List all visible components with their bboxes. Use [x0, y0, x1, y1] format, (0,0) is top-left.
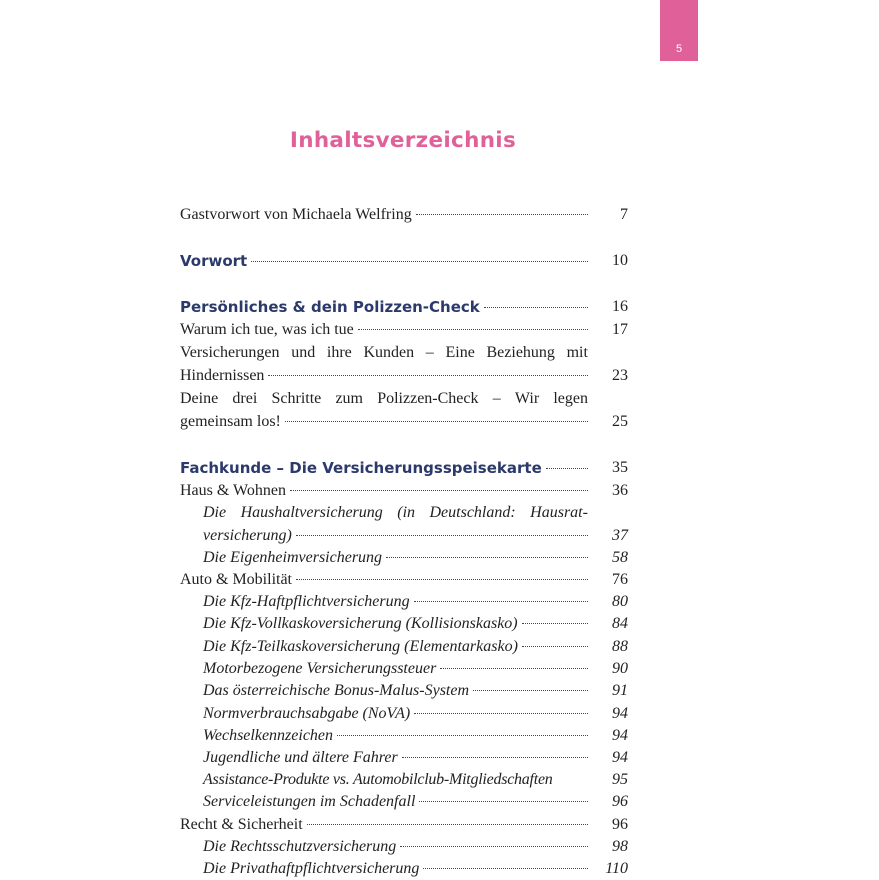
- toc-entry-nova[interactable]: [203, 703, 628, 725]
- toc-entry-label: Jugendliche und ältere Fahrer: [203, 749, 398, 766]
- toc-entry-label: Auto & Mobilität: [180, 571, 292, 588]
- toc-page-number: 84: [612, 615, 628, 632]
- toc-chapter-vorwort[interactable]: [180, 250, 628, 272]
- word: und: [291, 344, 316, 361]
- toc-page-number: 110: [605, 860, 628, 877]
- word: mit: [566, 344, 588, 361]
- toc-page-number: 25: [612, 413, 628, 430]
- toc-page-number: 90: [612, 660, 628, 677]
- toc-page-number: 23: [612, 367, 628, 384]
- toc-page-number: 96: [612, 793, 628, 810]
- word: drei: [232, 390, 258, 407]
- toc-page-number: 88: [612, 638, 628, 655]
- word: Kunden: [363, 344, 415, 361]
- toc-page-number: 94: [612, 749, 628, 766]
- toc-entry-label: versicherung): [203, 527, 292, 544]
- toc-entry-label: Serviceleistungen im Schadenfall: [203, 793, 416, 810]
- word: Deutschland:: [429, 504, 516, 521]
- word: (in: [397, 504, 416, 521]
- toc-entry-kfz-teil[interactable]: [203, 636, 628, 658]
- toc-page-number: 76: [612, 571, 628, 588]
- toc-entry-gastvorwort[interactable]: [180, 204, 628, 226]
- word: Die: [203, 504, 227, 521]
- word: legen: [553, 390, 588, 407]
- toc-entry-assistance[interactable]: [203, 769, 628, 791]
- toc-page-number: 36: [612, 482, 628, 499]
- dot-leader: [546, 468, 588, 469]
- toc-entry-label: Die Kfz-Vollkaskoversicherung (Kollisionskasko): [203, 615, 518, 632]
- word: Schritte: [271, 390, 322, 407]
- toc-entry-label: Wechselkennzeichen: [203, 727, 334, 744]
- dot-leader: [414, 601, 588, 602]
- dot-leader: [285, 421, 588, 422]
- page-number: 5: [675, 43, 683, 55]
- word: Polizzen-Check: [377, 390, 479, 407]
- toc-entry-haus[interactable]: [180, 480, 628, 502]
- toc-page-number: 16: [612, 298, 628, 315]
- toc-entry-label: Recht & Sicherheit: [180, 816, 303, 833]
- toc-entry-service[interactable]: [203, 791, 628, 813]
- toc-page-number: 91: [612, 682, 628, 699]
- word: Deine: [180, 390, 219, 407]
- dot-leader: [251, 261, 588, 262]
- word: Wir: [514, 390, 540, 407]
- dot-leader: [522, 623, 588, 624]
- toc-entry-kfz-voll[interactable]: [203, 613, 628, 635]
- toc-entry-haushalt-line2[interactable]: [203, 525, 628, 547]
- dot-leader: [337, 735, 588, 736]
- toc-chapter-persoenliches[interactable]: [180, 296, 628, 318]
- dot-leader: [296, 579, 588, 580]
- dot-leader: [423, 868, 588, 869]
- page-number-tab: [660, 0, 698, 61]
- toc-entry-kfz-haft[interactable]: [203, 591, 628, 613]
- toc-entry-haushalt-line1[interactable]: [203, 502, 588, 524]
- toc-entry-wechsel[interactable]: [203, 725, 628, 747]
- toc-entry-fahrer[interactable]: [203, 747, 628, 769]
- toc-page-number: 37: [612, 527, 628, 544]
- toc-entry-drei-line2[interactable]: [180, 411, 628, 433]
- toc-entry-eigenheim[interactable]: [203, 547, 628, 569]
- toc-page-number: 7: [620, 206, 628, 223]
- dot-leader: [440, 668, 588, 669]
- toc-entry-label: Warum ich tue, was ich tue: [180, 321, 354, 338]
- toc-page-number: 10: [612, 252, 628, 269]
- toc-entry-label: Haus & Wohnen: [180, 482, 286, 499]
- toc-entry-warum[interactable]: [180, 319, 628, 341]
- toc-chapter-label: Persönliches & dein Polizzen-Check: [180, 298, 480, 316]
- dot-leader: [402, 757, 588, 758]
- page-title: Inhaltsverzeichnis: [289, 128, 517, 153]
- dot-leader: [484, 307, 588, 308]
- dot-leader: [386, 557, 588, 558]
- toc-page-number: 17: [612, 321, 628, 338]
- toc-entry-versicherungen-line2[interactable]: [180, 365, 628, 387]
- toc-entry-label: Die Eigenheimversicherung: [203, 549, 383, 566]
- dot-leader: [473, 690, 588, 691]
- toc-entry-label: Die Kfz-Teilkaskoversicherung (Elementarkasko): [203, 638, 518, 655]
- toc-entry-versicherungen-line1[interactable]: [180, 342, 588, 364]
- dot-leader: [296, 535, 588, 536]
- toc-page-number: 96: [612, 816, 628, 833]
- dot-leader: [416, 214, 588, 215]
- word: zum: [335, 390, 363, 407]
- toc-entry-label: Gastvorwort von Michaela Welfring: [180, 206, 412, 223]
- dot-leader: [522, 646, 588, 647]
- word: Haushaltversicherung: [240, 504, 383, 521]
- dot-leader: [358, 329, 588, 330]
- toc-entry-label: Die Rechtsschutzversicherung: [203, 838, 397, 855]
- dot-leader: [268, 375, 588, 376]
- toc-entry-label: Die Kfz-Haftpflichtversicherung: [203, 593, 410, 610]
- toc-page-number: 58: [612, 549, 628, 566]
- toc-entry-rechtsschutz[interactable]: [203, 836, 628, 858]
- dot-leader: [414, 713, 588, 714]
- toc-page-number: 80: [612, 593, 628, 610]
- word: Versicherungen: [180, 344, 280, 361]
- toc-chapter-label: Vorwort: [180, 252, 248, 270]
- toc-entry-label: Motorbezogene Versicherungssteuer: [203, 660, 437, 677]
- toc-entry-label: gemeinsam los!: [180, 413, 281, 430]
- word: Eine: [445, 344, 475, 361]
- toc-entry-motorsteuer[interactable]: [203, 658, 628, 680]
- toc-page-number: 35: [612, 459, 628, 476]
- word: Beziehung: [486, 344, 555, 361]
- dot-leader: [400, 846, 588, 847]
- dot-leader: [419, 801, 588, 802]
- toc-entry-label: Hindernissen: [180, 367, 265, 384]
- word: ihre: [326, 344, 352, 361]
- toc-chapter-fachkunde[interactable]: [180, 457, 628, 479]
- toc-entry-label: Das österreichische Bonus-Malus-System: [203, 682, 470, 699]
- dot-leader: [290, 490, 588, 491]
- toc-entry-bonus-malus[interactable]: [203, 680, 628, 702]
- toc-entry-label: Normverbrauchsabgabe (NoVA): [203, 705, 411, 722]
- toc-entry-label: Die Privathaftpflichtversicherung: [203, 860, 420, 877]
- toc-entry-drei-line1[interactable]: [180, 388, 588, 410]
- word: –: [492, 390, 501, 407]
- toc-entry-recht[interactable]: [180, 814, 628, 836]
- toc-chapter-label: Fachkunde – Die Versicherungsspeisekarte: [180, 459, 542, 477]
- toc-page-number: 98: [612, 838, 628, 855]
- word: Hausrat-: [530, 504, 588, 521]
- toc-entry-label: Assistance-Produkte vs. Automobilclub-Mitgliedschaften: [203, 771, 553, 788]
- dot-leader: [307, 824, 588, 825]
- toc-entry-privathaft[interactable]: [203, 858, 628, 880]
- toc-entry-auto[interactable]: [180, 569, 628, 591]
- toc-page-number: 95: [612, 771, 628, 788]
- toc-page-number: 94: [612, 705, 628, 722]
- word: –: [425, 344, 434, 361]
- toc-page-number: 94: [612, 727, 628, 744]
